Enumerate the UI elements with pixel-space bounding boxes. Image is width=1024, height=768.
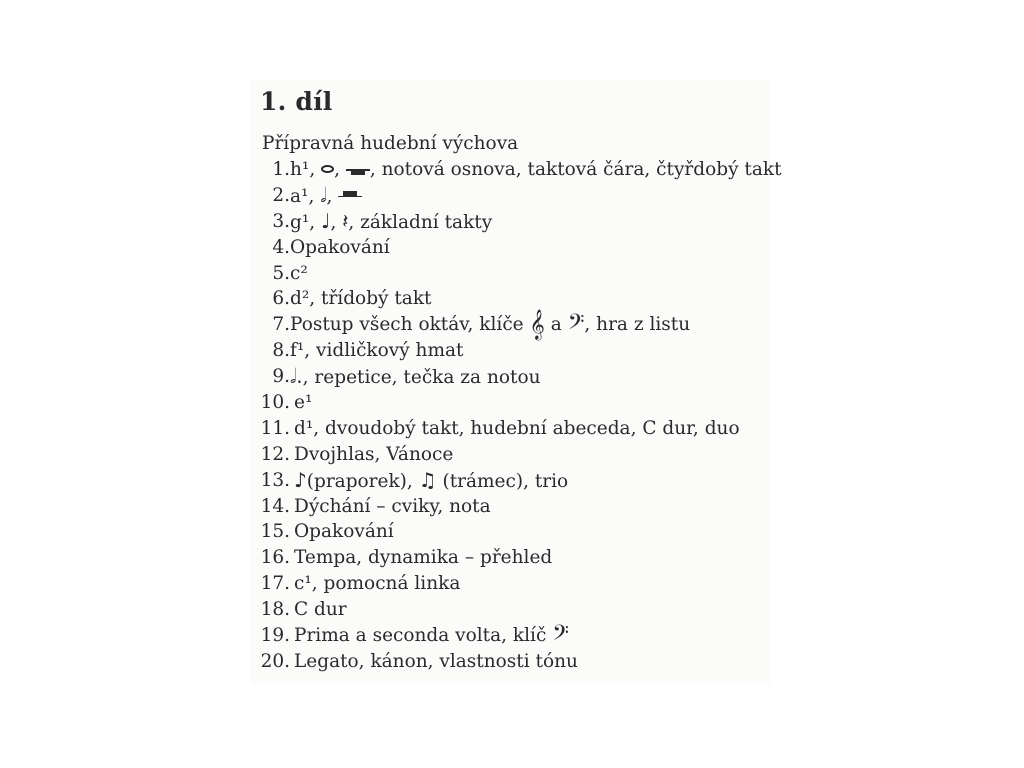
item-number: 9. [272, 366, 290, 388]
item-text [290, 235, 390, 261]
item-number: 18. [260, 599, 290, 621]
item-number: 11. [260, 417, 290, 439]
list-item [0, 597, 1024, 623]
item-text-segment: , hra z listu [584, 314, 691, 336]
item-text [294, 494, 491, 520]
item-number: 7. [272, 314, 290, 336]
item-text [290, 209, 492, 236]
item-text-segment: , [334, 159, 346, 180]
item-text [294, 545, 552, 571]
item-text-segment: d¹, dvoudobý takt, hudební abeceda, C dur, duo [294, 417, 740, 439]
item-number: 1. [272, 159, 290, 180]
item-text [294, 621, 569, 652]
item-text-segment: c¹, pomocná linka [294, 573, 461, 595]
beamed-eighth-notes-icon: ♫ [418, 467, 437, 492]
list-item [0, 183, 1024, 209]
section-subtitle: Přípravná hudební výchova [262, 133, 519, 154]
item-number: 20. [260, 650, 290, 672]
item-number: 17. [260, 573, 290, 595]
item-text [294, 571, 460, 597]
item-text-segment: h¹, [290, 159, 322, 180]
item-number: 12. [260, 443, 290, 465]
list-item [0, 519, 1024, 545]
list-item [0, 157, 1024, 183]
list-item [0, 494, 1024, 520]
item-text [294, 468, 568, 495]
list-item [0, 286, 1024, 312]
treble-clef-icon: 𝄞 [529, 310, 545, 341]
item-text [294, 649, 578, 675]
item-text-segment: , notová osnova, taktová čára, čtyřdobý takt [369, 159, 782, 180]
item-number: 5. [272, 262, 290, 284]
list-item [0, 416, 1024, 442]
item-text-segment: , [330, 211, 343, 233]
item-number: 13. [260, 469, 290, 491]
list-item [0, 442, 1024, 468]
item-text [294, 416, 740, 442]
item-text [294, 442, 453, 468]
lesson-list [0, 157, 1024, 675]
item-text-segment: Opakování [294, 521, 394, 543]
list-item [0, 235, 1024, 261]
item-number: 2. [272, 184, 290, 206]
list-item [0, 209, 1024, 235]
quarter-note-icon: ♩ [321, 208, 331, 233]
half-note-icon: 𝅗𝅥 [320, 182, 327, 207]
dotted-half-note-icon: 𝅗𝅥. [290, 364, 303, 389]
item-text-segment: , základní takty [348, 211, 493, 233]
whole-rest-icon [346, 164, 370, 176]
half-rest-icon [338, 191, 362, 203]
list-item [0, 390, 1024, 416]
item-text [290, 364, 541, 391]
item-text [290, 310, 691, 341]
item-text-segment: Legato, kánon, vlastnosti tónu [294, 650, 578, 672]
list-item [0, 571, 1024, 597]
item-text-segment: , repetice, tečka za notou [302, 367, 541, 389]
list-item [0, 545, 1024, 571]
item-text-segment: a [544, 314, 568, 336]
item-number: 3. [272, 210, 290, 232]
item-text-segment: Dvojhlas, Vánoce [294, 443, 454, 465]
item-text-segment: e¹ [294, 392, 313, 414]
item-text-segment: Dýchání – cviky, nota [294, 495, 491, 517]
eighth-note-icon: ♪ [294, 467, 307, 492]
item-text [294, 390, 312, 416]
item-text-segment: Prima a seconda volta, klíč [294, 625, 553, 647]
item-text [290, 338, 463, 364]
page-title: 1. díl [260, 87, 333, 116]
item-number: 15. [260, 521, 290, 543]
list-item [0, 364, 1024, 390]
item-text [294, 597, 347, 623]
item-number: 16. [260, 547, 290, 569]
bass-clef-icon: 𝄢 [552, 621, 569, 652]
item-number: 6. [272, 288, 290, 310]
item-text-segment: (trámec), trio [436, 470, 569, 492]
list-item [0, 338, 1024, 364]
item-number: 14. [260, 495, 290, 517]
bass-clef-icon: 𝄢 [567, 310, 585, 341]
item-number: 19. [260, 625, 290, 647]
item-text-segment: , [326, 185, 339, 207]
item-text-segment: f¹, vidličkový hmat [290, 340, 464, 362]
list-item [0, 468, 1024, 494]
item-number: 10. [260, 392, 290, 414]
item-text-segment: d², třídobý takt [290, 288, 432, 310]
item-text-segment: Opakování [290, 236, 390, 258]
item-text [290, 286, 431, 312]
item-text [290, 261, 308, 287]
list-item [0, 621, 1024, 652]
item-number: 8. [272, 340, 290, 362]
item-text-segment: g¹, [290, 211, 322, 233]
list-item [0, 310, 1024, 341]
item-text-segment: (praporek), [306, 470, 419, 492]
item-text [294, 519, 394, 545]
list-item [0, 261, 1024, 287]
item-text-segment: c² [290, 262, 308, 284]
item-text-segment: Tempa, dynamika – přehled [294, 547, 553, 569]
item-text-segment: Postup všech oktáv, klíče [290, 314, 530, 336]
item-text [290, 157, 782, 183]
item-text [290, 183, 362, 210]
item-text-segment: C dur [294, 599, 347, 621]
item-text-segment: a¹, [290, 185, 321, 207]
quarter-rest-icon: 𝄽 [342, 208, 349, 233]
item-number: 4. [272, 236, 290, 258]
whole-note-icon [321, 165, 334, 173]
list-item [0, 649, 1024, 675]
